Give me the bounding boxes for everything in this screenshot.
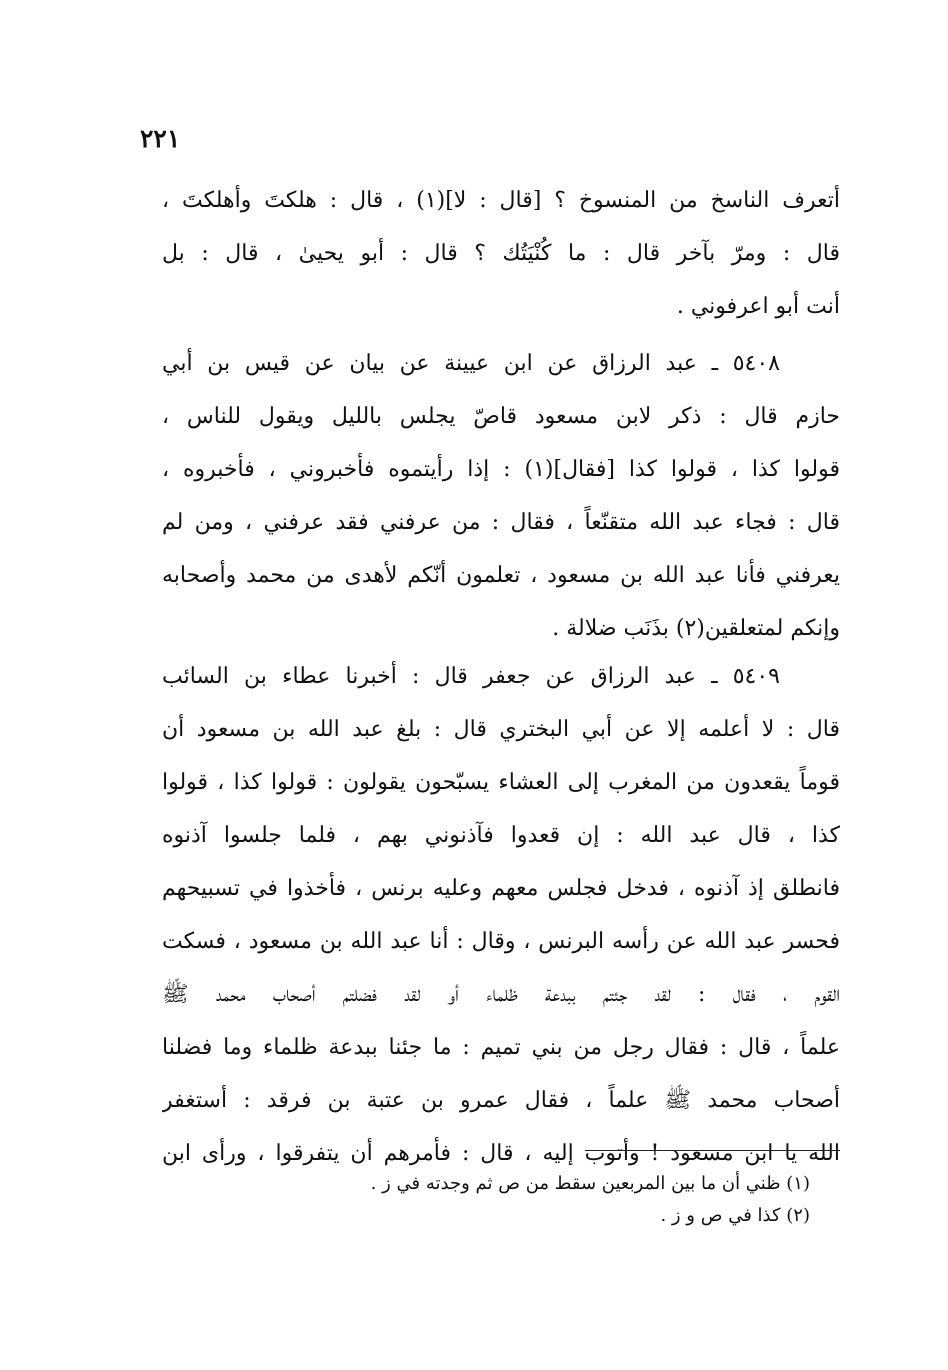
text-line: كذا ، قال عبد الله : إن قعدوا فآذنوني بهم ، فلما جلسوا آذنوه <box>162 823 840 848</box>
page-number: ٢٢١ <box>140 124 181 153</box>
hadith-5408 <box>162 337 840 655</box>
text-line: ٥٤٠٨ ـ عبد الرزاق عن ابن عيينة عن بيان عن قيس بن أبي <box>162 351 780 376</box>
text-line: الله يا ابن مسعود ! وأتوب إليه ، قال : فأمرهم أن يتفرقوا ، ورأى ابن <box>162 1141 840 1166</box>
footnote-1: (١) ظني أن ما بين المربعين سقط من ص ثم وجدته في ز . <box>370 1173 810 1194</box>
text-line: فحسر عبد الله عن رأسه البرنس ، وقال : أنا عبد الله بن مسعود ، فسكت <box>162 929 840 954</box>
text-line: أصحاب محمد ﷺ علماً ، فقال عمرو بن عتبة بن فرقد : أستغفر <box>162 1088 840 1113</box>
footnote-2: (٢) كذا في ص و ز . <box>660 1205 810 1226</box>
text-line: القوم ، فقال : لقد جئتم ببدعة ظلماء أو لقد فضلتم أصحاب محمد ﷺ <box>162 982 840 1007</box>
footnote-divider <box>585 1150 840 1151</box>
text-line: قال : لا أعلمه إلا عن أبي البختري قال : بلغ عبد الله بن مسعود أن <box>162 717 840 742</box>
text-line: ٥٤٠٩ ـ عبد الرزاق عن جعفر قال : أخبرنا عطاء بن السائب <box>162 664 780 689</box>
text-line: فانطلق إذ آذنوه ، فدخل فجلس معهم وعليه برنس ، فأخذوا في تسبيحهم <box>162 876 840 901</box>
text-line: وإنكم لمتعلقين(٢) بذَنَب ضلالة . <box>552 616 840 641</box>
text-line: قال : فجاء عبد الله متقنّعاً ، فقال : من عرفني فقد عرفني ، ومن لم <box>162 510 840 535</box>
paragraph-continuation <box>162 174 840 333</box>
text-line: قوماً يقعدون من المغرب إلى العشاء يسبّحون يقولون : قولوا كذا ، قولوا <box>162 770 840 795</box>
text-line: حازم قال : ذكر لابن مسعود قاصّ يجلس بالليل ويقول للناس ، <box>162 404 840 429</box>
footnotes <box>200 1168 810 1232</box>
text-line: علماً ، قال : فقال رجل من بني تميم : ما جئنا ببدعة ظلماء وما فضلنا <box>162 1035 840 1060</box>
text-line: قولوا كذا ، قولوا كذا [فقال](١) : إذا رأيتموه فأخبروني ، فأخبروه ، <box>162 457 840 482</box>
text-line: قال : ومرّ بآخر قال : ما كُنْيَتُك ؟ قال : أبو يحيىٰ ، قال : بل <box>162 241 840 266</box>
text-line: أتعرف الناسخ من المنسوخ ؟ [قال : لا](١) ، قال : هلكتَ وأهلكتَ ، <box>162 188 840 213</box>
text-line: يعرفني فأنا عبد الله بن مسعود ، تعلمون أنّكم لأهدى من محمد وأصحابه <box>162 563 840 588</box>
text-line: أنت أبو اعرفوني . <box>676 294 840 319</box>
hadith-5409 <box>162 650 840 1180</box>
